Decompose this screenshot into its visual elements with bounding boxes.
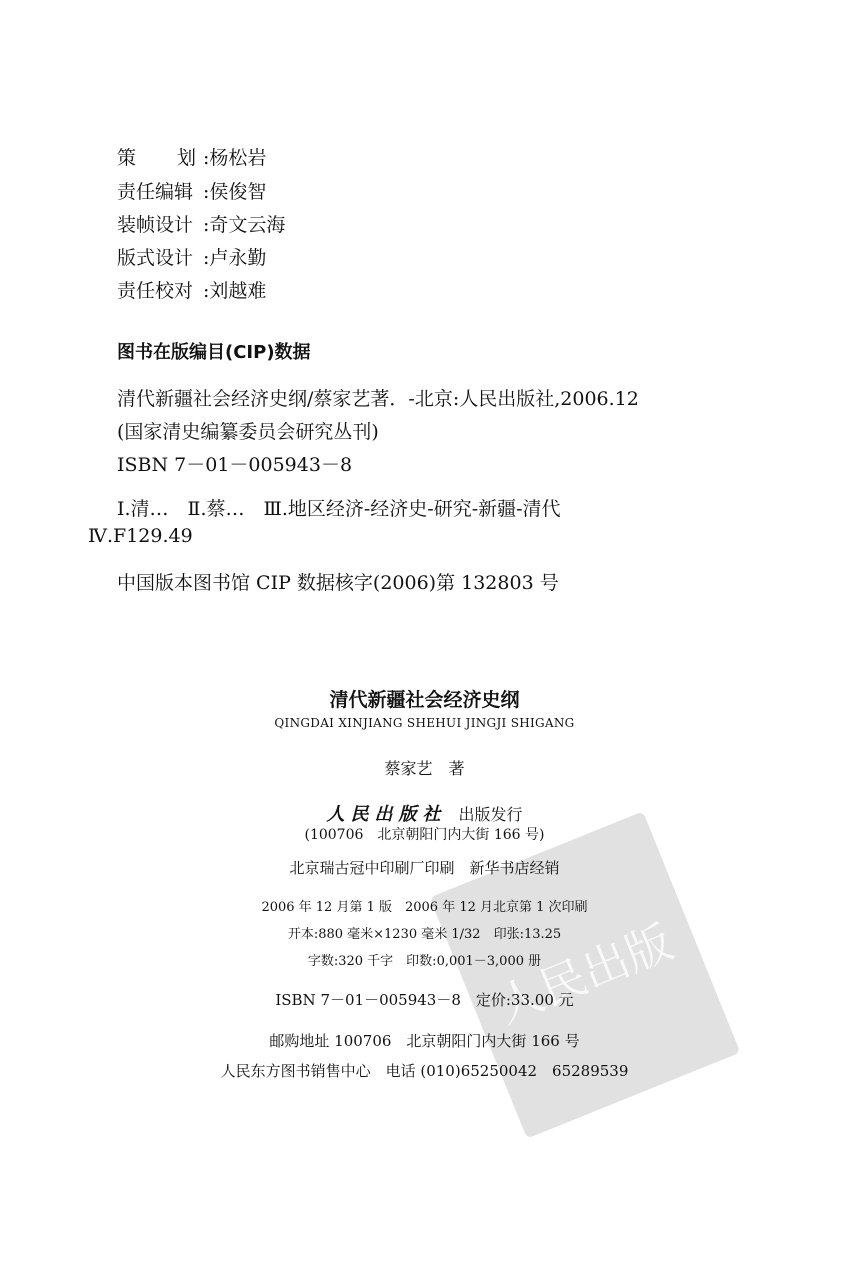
publisher-address: (100706 北京朝阳门内大街 166 号) <box>304 827 545 843</box>
cip-line: Ⅰ.清… Ⅱ.蔡… Ⅲ.地区经济-经济史-研究-新疆-清代 <box>117 498 561 520</box>
credit-label: 策 划 <box>117 147 198 169</box>
sales-contact-line: 人民东方图书销售中心 电话 (010)65250042 65289539 <box>220 1062 629 1080</box>
book-title: 清代新疆社会经济史纲 <box>329 689 520 711</box>
cip-line: (国家清史编纂委员会研究丛刊) <box>117 421 379 443</box>
publisher-action: 出版发行 <box>458 805 523 824</box>
credit-value: 刘越难 <box>209 280 267 302</box>
word-count-line: 字数:320 千字 印数:0,001－3,000 册 <box>307 954 542 969</box>
credit-planner: 策 划 :杨松岩 <box>117 143 266 170</box>
credit-label: 装帧设计 <box>117 214 194 236</box>
credit-editor: 责任编辑 :侯俊智 <box>117 177 266 204</box>
cip-line: ISBN 7－01－005943－8 <box>117 454 353 476</box>
printer-line: 北京瑞古冠中印刷厂印刷 新华书店经销 <box>289 859 560 877</box>
book-author: 蔡家艺 著 <box>384 759 465 778</box>
cip-line: 中国版本图书馆 CIP 数据核字(2006)第 132803 号 <box>117 572 559 594</box>
credit-layout-design: 版式设计 :卢永勤 <box>117 243 266 270</box>
cip-heading: 图书在版编目(CIP)数据 <box>117 342 311 363</box>
credit-value: 侯俊智 <box>209 181 267 203</box>
mail-address-line: 邮购地址 100706 北京朝阳门内大街 166 号 <box>269 1032 580 1050</box>
cip-line: 清代新疆社会经济史纲/蔡家艺著．-北京:人民出版社,2006.12 <box>117 388 639 410</box>
credit-value: 奇文云海 <box>209 214 286 236</box>
format-line: 开本:880 毫米×1230 毫米 1/32 印张:13.25 <box>287 927 562 942</box>
credit-label: 版式设计 <box>117 247 194 269</box>
publisher-logo: 人民出版社 <box>326 804 447 825</box>
publisher-line <box>0 800 849 826</box>
cip-line: Ⅳ.F129.49 <box>88 525 193 547</box>
credit-label: 责任编辑 <box>117 181 194 203</box>
credit-proofreader: 责任校对 :刘越难 <box>117 276 266 303</box>
edition-line: 2006 年 12 月第 1 版 2006 年 12 月北京第 1 次印刷 <box>261 900 588 915</box>
isbn-price-line: ISBN 7－01－005943－8 定价:33.00 元 <box>275 991 574 1009</box>
book-title-pinyin: QINGDAI XINJIANG SHEHUI JINGJI SHIGANG <box>274 716 575 730</box>
stamp-text: 人民出版 <box>489 914 681 1034</box>
credit-binding-design: 装帧设计 :奇文云海 <box>117 210 285 237</box>
credit-label: 责任校对 <box>117 280 194 302</box>
credit-value: 卢永勤 <box>209 247 267 269</box>
credit-value: 杨松岩 <box>209 147 267 169</box>
